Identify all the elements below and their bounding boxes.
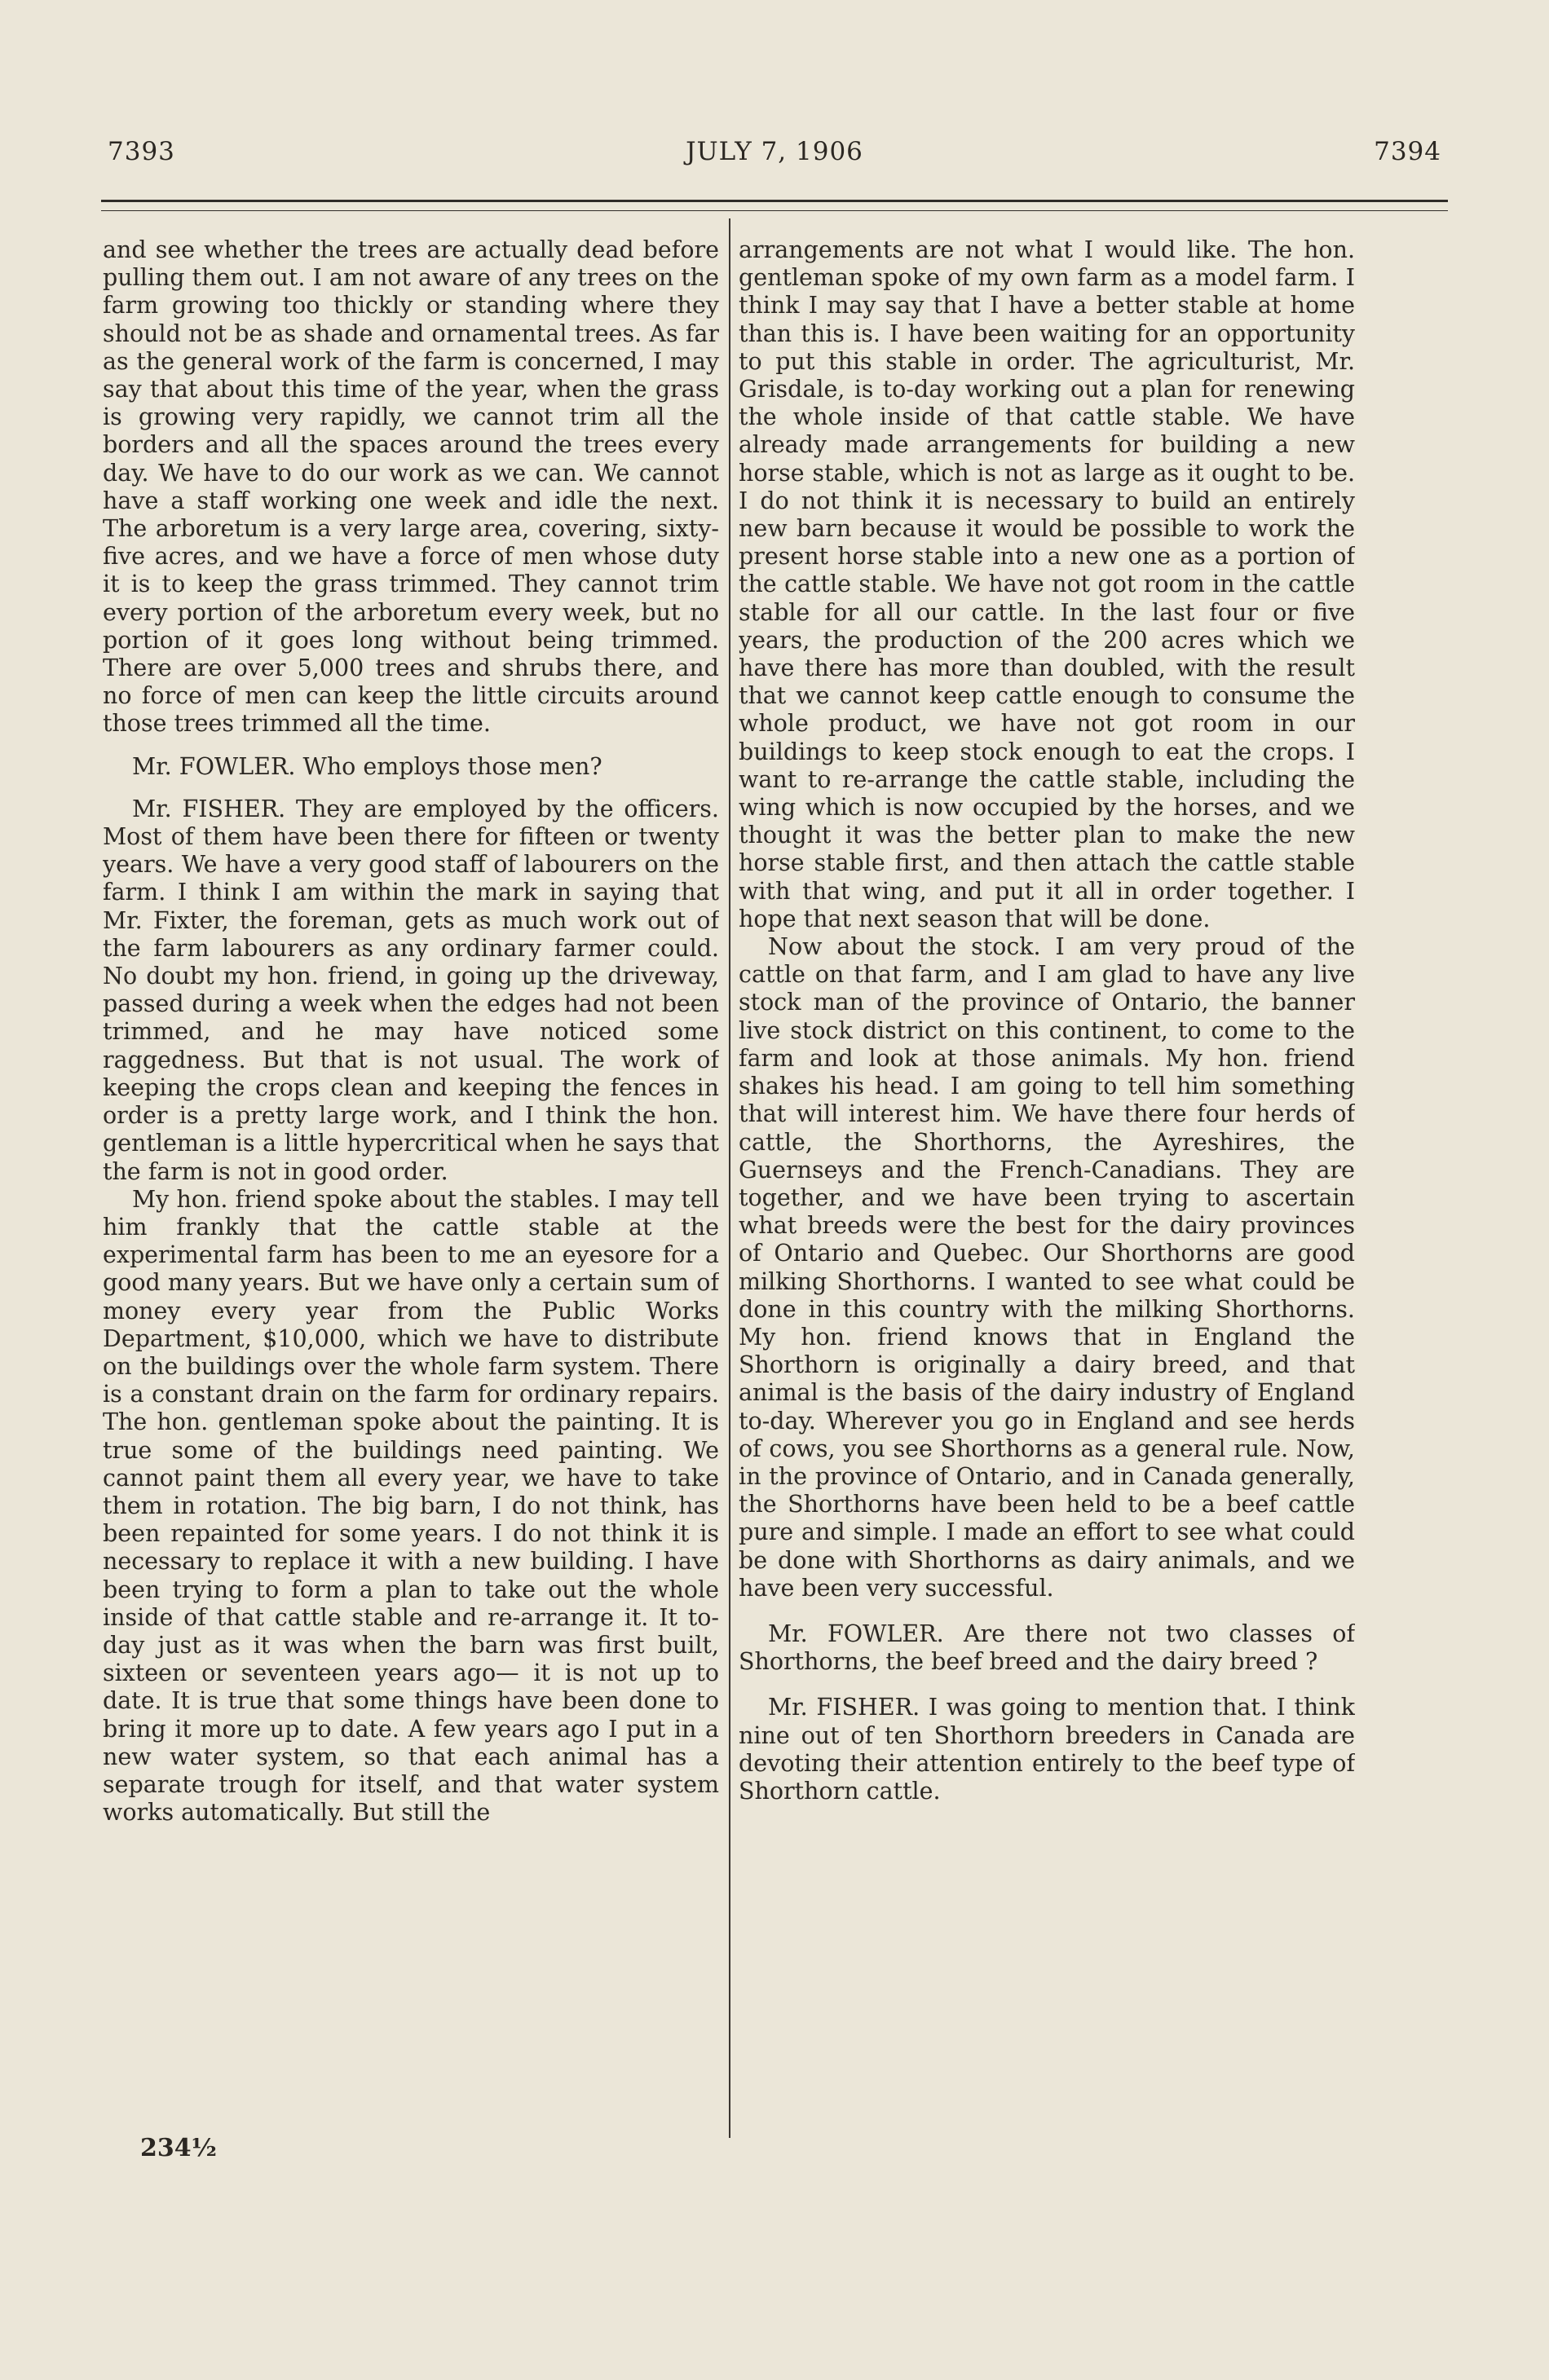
right-column [739, 236, 1355, 2119]
paragraph-fowler-question: Mr. FOWLER. Who employs those men? [132, 752, 602, 780]
column-divider [729, 218, 730, 2138]
left-page-number: 7393 [108, 137, 175, 166]
header-rule-thin [101, 210, 1448, 211]
page-date: JULY 7, 1906 [686, 137, 863, 166]
paragraph-fisher-reply: Mr. FISHER. They are employed by the officers. Most of them have been there for fifteen or twenty years. We have a very good staff of labourers on the farm. I think I am within the mark in saying that Mr. Fixter, the foreman, gets as much work out of the farm labourers as any ordinary farmer could. No doubt my hon. friend, in going up the driveway, passed during a week when the edges had not been trimmed, and he may have noticed some raggedness. But that is not usual. The work of keeping the crops clean and keeping the fences in order is a pretty large work, and I think the hon. gentleman is a little hypercritical when he says that the farm is not in good order. [103, 795, 719, 1185]
paragraph-stock: Now about the stock. I am very proud of the cattle on that farm, and I am glad to have any live stock man of the province of Ontario, the banner live stock district on this continent, to come to the farm and look at those animals. My hon. friend shakes his head. I am going to tell him something that will interest him. We have there four herds of cattle, the Shorthorns, the Ayreshires, the Guernseys and the French-Canadians. They are together, and we have been trying to ascertain what breeds were the best for the dairy provinces of Ontario and Quebec. Our Shorthorns are good milking Shorthorns. I wanted to see what could be done in this country with the milking Shorthorns. My hon. friend knows that in England the Shorthorn is originally a dairy breed, and that animal is the basis of the dairy industry of England to-day. Wherever you go in England and see herds of cows, you see Shorthorns as a general rule. Now, in the province of Ontario, and in Canada generally, the Shorthorns have been held to be a beef cattle pure and simple. I made an effort to see what could be done with Shorthorns as dairy animals, and we have been very successful. [739, 933, 1355, 1602]
paragraph-arrangements: arrangements are not what I would like. The hon. gentleman spoke of my own farm as a model farm. I think I may say that I have a better stable at home than this is. I have been waiting for an opportunity to put this stable in order. The agriculturist, Mr. Grisdale, is to-day working out a plan for renewing the whole inside of that cattle stable. We have already made arrangements for building a new horse stable, which is not as large as it ought to be. I do not think it is necessary to build an entirely new barn because it would be possible to work the present horse stable into a new one as a portion of the cattle stable. We have not got room in the cattle stable for all our cattle. In the last four or five years, the production of the 200 acres which we have there has more than doubled, with the result that we cannot keep cattle enough to consume the whole product, we have not got room in our buildings to keep stock enough to eat the crops. I want to re-arrange the cattle stable, including the wing which is now occupied by the horses, and we thought it was the better plan to make the new horse stable first, and then attach the cattle stable with that wing, and put it all in order together. I hope that next season that will be done. [739, 236, 1355, 932]
signature-mark: 234½ [140, 2134, 217, 2162]
right-page-number: 7394 [1374, 137, 1441, 166]
header-rule-thick [101, 200, 1448, 202]
paragraph-continuation: and see whether the trees are actually dead before pulling them out. I am not aware of any trees on the farm growing too thickly or standing where they should not be as shade and ornamental trees. As far as the general work of the farm is concerned, I may say that about this time of the year, when the grass is growing very rapidly, we cannot trim all the borders and all the spaces around the trees every day. We have to do our work as we can. We cannot have a staff working one week and idle the next. The arboretum is a very large area, covering, sixty-five acres, and we have a force of men whose duty it is to keep the grass trimmed. They cannot trim every portion of the arboretum every week, but no portion of it goes long without being trimmed. There are over 5,000 trees and shrubs there, and no force of men can keep the little circuits around those trees trimmed all the time. [103, 236, 719, 738]
paragraph-fowler-shorthorns: Mr. FOWLER. Are there not two classes of Shorthorns, the beef breed and the dairy breed ? [739, 1620, 1355, 1676]
page-header [108, 137, 1441, 186]
left-column [103, 236, 719, 2119]
paragraph-fisher-shorthorns: Mr. FISHER. I was going to mention that. I think nine out of ten Shorthorn breeders in Canada are devoting their attention entirely to the beef type of Shorthorn cattle. [739, 1694, 1355, 1805]
paragraph-stables: My hon. friend spoke about the stables. I may tell him frankly that the cattle stable at the experimental farm has been to me an eyesore for a good many years. But we have only a certain sum of money every year from the Public Works Department, $10,000, which we have to distribute on the buildings over the whole farm system. There is a constant drain on the farm for ordinary repairs. The hon. gentleman spoke about the painting. It is true some of the buildings need painting. We cannot paint them all every year, we have to take them in rotation. The big barn, I do not think, has been repainted for some years. I do not think it is necessary to replace it with a new building. I have been trying to form a plan to take out the whole inside of that cattle stable and re-arrange it. It to-day just as it was when the barn was first built, sixteen or seventeen years ago— it is not up to date. It is true that some things have been done to bring it more up to date. A few years ago I put in a new water system, so that each animal has a separate trough for itself, and that water system works automatically. But still the [103, 1185, 719, 1827]
